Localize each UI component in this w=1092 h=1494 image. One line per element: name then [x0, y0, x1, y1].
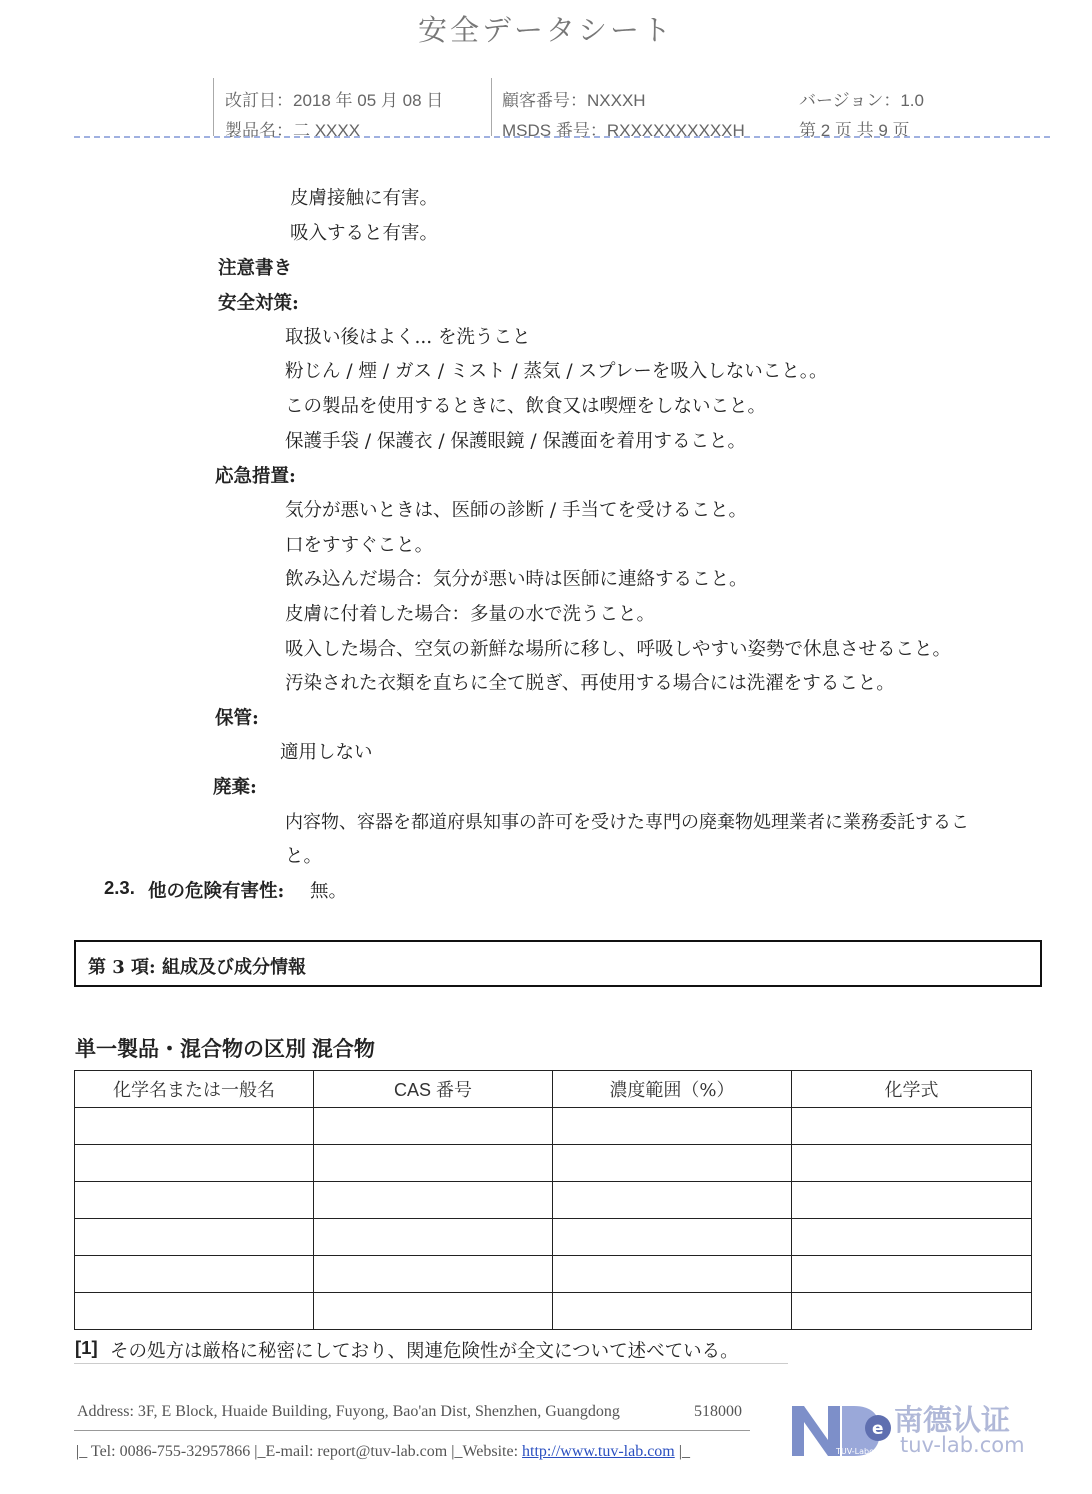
footer-email: E-mail: report@tuv-lab.com [265, 1443, 448, 1460]
emergency-item: 口をすすぐこと。 [285, 535, 434, 556]
safety-item: 保護手袋 / 保護衣 / 保護眼鏡 / 保護面を着用すること。 [285, 431, 746, 452]
disposal-text: 内容物、容器を都道府県知事の許可を受けた専門の廃棄物処理業者に業務委託するこ [285, 812, 969, 833]
table-header-row [75, 1071, 1032, 1108]
table-cell [75, 1256, 314, 1293]
table-cell [314, 1108, 553, 1145]
revision-date: 改訂日：2018 年 05 月 08 日 [225, 91, 444, 110]
disposal-text-cont: と。 [285, 846, 323, 867]
emergency-item: 気分が悪いときは、医師の診断 / 手当てを受けること。 [285, 500, 747, 521]
column-header: 化学名または一般名 [75, 1071, 314, 1108]
table-cell [792, 1256, 1032, 1293]
page-number: 第 2 页 共 9 页 [799, 121, 910, 140]
emergency-item: 汚染された衣類を直ちに全て脱ぎ、再使用する場合には洗濯をすること。 [285, 673, 895, 694]
safety-item: 粉じん / 煙 / ガス / ミスト / 蒸気 / スプレーを吸入しないこと。。 [285, 361, 828, 382]
msds-number: MSDS 番号：RXXXXXXXXXXH [502, 121, 745, 140]
table-cell [314, 1182, 553, 1219]
emergency-item: 吸入した場合、空気の新鮮な場所に移し、呼吸しやすい姿勢で休息させること。 [285, 639, 952, 660]
table-row [75, 1108, 1032, 1145]
table-cell [553, 1256, 792, 1293]
document-title: 安全データシート [417, 13, 674, 47]
table-cell [75, 1108, 314, 1145]
product-name: 製品名：二 XXXX [225, 121, 361, 140]
other-hazards-value: 無。 [310, 881, 348, 902]
footer-postcode: 518000 [694, 1403, 742, 1420]
table-cell [792, 1219, 1032, 1256]
table-row [75, 1145, 1032, 1182]
table-cell [314, 1145, 553, 1182]
table-cell [553, 1219, 792, 1256]
table-cell [792, 1182, 1032, 1219]
storage-heading: 保管: [215, 708, 259, 729]
footer-rule [74, 1430, 750, 1431]
footer-tel: Tel: 0086-755-32957866 [90, 1443, 251, 1460]
emergency-heading: 応急措置: [215, 466, 296, 487]
table-cell [553, 1108, 792, 1145]
emergency-item: 皮膚に付着した場合：多量の水で洗うこと。 [285, 604, 656, 625]
table-row [75, 1219, 1032, 1256]
footer-address: Address: 3F, E Block, Huaide Building, Fuyong, Bao'an Dist, Shenzhen, Guangdong [77, 1403, 620, 1420]
table-cell [314, 1219, 553, 1256]
section-number: 2.3. [104, 877, 135, 898]
company-logo [788, 1398, 1048, 1460]
note-text: その処方は厳格に秘密にしており、関連危険性が全文について述べている。 [110, 1341, 739, 1362]
column-header: 化学式 [792, 1071, 1032, 1108]
header-divider [491, 78, 492, 136]
table-cell [75, 1182, 314, 1219]
caution-heading: 注意書き [218, 258, 293, 279]
svg-text:e: e [872, 1419, 884, 1439]
table-cell [792, 1145, 1032, 1182]
section-3-title: 第 3 項: 組成及び成分情報 [88, 957, 306, 978]
hazard-statement: 皮膚接触に有害。 [290, 188, 439, 209]
table-cell [314, 1293, 553, 1330]
customer-number: 顧客番号：NXXXH [502, 91, 646, 110]
composition-table [74, 1070, 1032, 1330]
substance-mixture-label: 単一製品・混合物の区別 混合物 [75, 1038, 375, 1061]
table-cell [75, 1293, 314, 1330]
footer-contact: |_ Tel: 0086-755-32957866 |_E-mail: report@tuv-lab.com |_Website: http://www.tuv-lab.com |_ [76, 1443, 690, 1460]
table-cell [75, 1219, 314, 1256]
header-separator [74, 136, 1050, 138]
storage-text: 適用しない [280, 742, 373, 763]
logo-url-text: tuv-lab.com [900, 1433, 1025, 1457]
note-reference: [1] [75, 1337, 98, 1358]
table-cell [792, 1293, 1032, 1330]
note-divider [74, 1363, 788, 1364]
footer-website-label: Website: [462, 1443, 519, 1460]
safety-item: この製品を使用するときに、飲食又は喫煙をしないこと。 [285, 396, 767, 417]
version: バージョン：1.0 [799, 91, 924, 110]
column-header: CAS 番号 [314, 1071, 553, 1108]
logo-sub-text: TUV-Laboratory [836, 1447, 899, 1456]
other-hazards-label: 他の危険有害性: [148, 881, 285, 902]
safety-heading: 安全対策: [218, 293, 299, 314]
header-divider [213, 78, 214, 136]
column-header: 濃度範囲（%） [553, 1071, 792, 1108]
table-cell [75, 1145, 314, 1182]
table-row [75, 1182, 1032, 1219]
section-3-header [74, 940, 1042, 987]
emergency-item: 飲み込んだ場合：気分が悪い時は医師に連絡すること。 [285, 569, 748, 590]
table-cell [314, 1256, 553, 1293]
table-row [75, 1256, 1032, 1293]
footer-website-link[interactable]: http://www.tuv-lab.com [522, 1443, 675, 1460]
table-cell [792, 1108, 1032, 1145]
disposal-heading: 廃棄: [213, 777, 257, 798]
safety-item: 取扱い後はよく... を洗うこと [285, 327, 531, 348]
table-row [75, 1293, 1032, 1330]
table-cell [553, 1182, 792, 1219]
logo-chinese-text: 南德认证 [894, 1403, 1011, 1437]
table-cell [553, 1145, 792, 1182]
hazard-statement: 吸入すると有害。 [290, 223, 439, 244]
table-cell [553, 1293, 792, 1330]
